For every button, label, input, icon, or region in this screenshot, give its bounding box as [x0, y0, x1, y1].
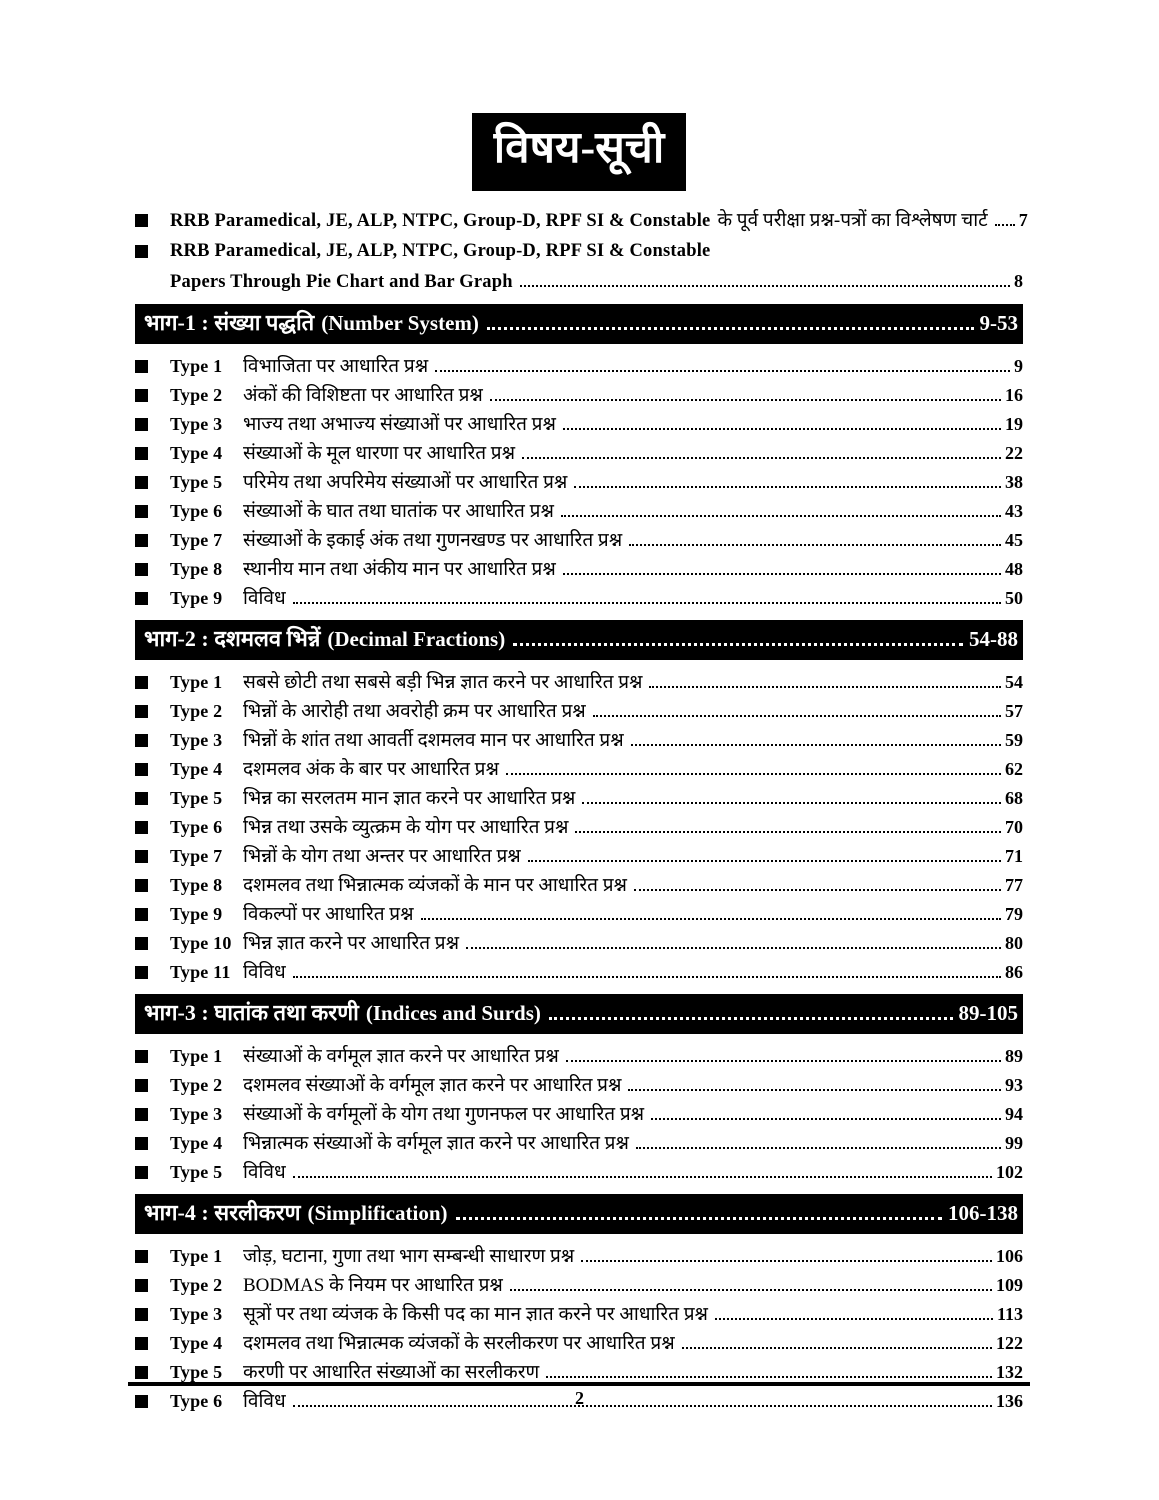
toc-entry	[135, 381, 1023, 410]
type-label: Type 11	[170, 962, 231, 983]
intro-entries	[135, 205, 1028, 297]
dot-leader	[293, 1174, 992, 1178]
entry-page-number: 62	[1005, 759, 1023, 780]
toc-entry	[135, 439, 1023, 468]
type-label: Type 7	[170, 530, 223, 551]
footer-page-number: 2	[575, 1388, 584, 1408]
dot-leader	[634, 887, 1001, 891]
entry-title: विकल्पों पर आधारित प्रश्न	[243, 904, 414, 926]
type-label: Type 2	[170, 1075, 223, 1096]
toc-entry	[135, 958, 1023, 987]
bullet-square-icon	[135, 1166, 148, 1179]
bullet-square-icon	[135, 245, 148, 258]
entry-title: दशमलव तथा भिन्नात्मक व्यंजकों के मान पर आधारित प्रश्न	[243, 875, 627, 897]
entry-title: भिन्न ज्ञात करने पर आधारित प्रश्न	[243, 933, 460, 955]
dot-leader	[490, 397, 1001, 401]
type-label: Type 4	[170, 1333, 223, 1354]
bullet-square-icon	[135, 360, 148, 373]
entry-title: संख्याओं के इकाई अंक तथा गुणनखण्ड पर आधारित प्रश्न	[243, 530, 623, 552]
toc-entry	[135, 755, 1023, 784]
type-label: Type 3	[170, 1304, 223, 1325]
type-label: Type 6	[170, 817, 223, 838]
entry-title: अंकों की विशिष्टता पर आधारित प्रश्न	[243, 385, 483, 407]
toc-entry	[135, 1242, 1023, 1271]
entry-page-number: 70	[1005, 817, 1023, 838]
toc-entry	[135, 784, 1023, 813]
entry-title: संख्याओं के वर्गमूल ज्ञात करने पर आधारित प्रश्न	[243, 1046, 559, 1068]
type-label: Type 4	[170, 443, 223, 464]
entry-title: भाज्य तथा अभाज्य संख्याओं पर आधारित प्रश्न	[243, 414, 556, 436]
dot-leader	[582, 800, 1001, 804]
entry-title: विविध	[243, 588, 286, 610]
entry-page-number: 68	[1005, 788, 1023, 809]
entry-page-number: 77	[1005, 875, 1023, 896]
type-label: Type 5	[170, 1362, 223, 1383]
entry-page-number: 94	[1005, 1104, 1023, 1125]
dot-leader	[466, 945, 1001, 949]
toc-section	[135, 304, 1023, 613]
type-label: Type 1	[170, 1246, 223, 1267]
dot-leader	[561, 513, 1001, 517]
dot-leader	[293, 600, 1001, 604]
bullet-square-icon	[135, 966, 148, 979]
entry-page-number: 71	[1005, 846, 1023, 867]
entry-title-hindi: के पूर्व परीक्षा प्रश्न-पत्रों का विश्लेषण चार्ट	[717, 210, 988, 232]
section-page-range: 9-53	[979, 311, 1018, 336]
section-title-english: (Decimal Fractions)	[327, 627, 506, 652]
dot-leader	[487, 325, 974, 330]
section-page-range: 89-105	[958, 1001, 1018, 1026]
toc-entry	[135, 410, 1023, 439]
type-label: Type 3	[170, 414, 223, 435]
bullet-square-icon	[135, 1308, 148, 1321]
type-label: Type 8	[170, 559, 223, 580]
entry-title: दशमलव अंक के बार पर आधारित प्रश्न	[243, 759, 499, 781]
bullet-square-icon	[135, 389, 148, 402]
section-title-english: (Simplification)	[307, 1201, 448, 1226]
bullet-square-icon	[135, 1108, 148, 1121]
bullet-square-icon	[135, 1079, 148, 1092]
bullet-square-icon	[135, 879, 148, 892]
bullet-square-icon	[135, 705, 148, 718]
entry-page-number: 16	[1005, 385, 1023, 406]
entry-page-number: 80	[1005, 933, 1023, 954]
bullet-square-icon	[135, 1137, 148, 1150]
type-label: Type 1	[170, 356, 223, 377]
entry-title: स्थानीय मान तथा अंकीय मान पर आधारित प्रश्न	[243, 559, 556, 581]
dot-leader	[995, 222, 1015, 226]
type-label: Type 6	[170, 501, 223, 522]
type-label: Type 4	[170, 759, 223, 780]
entry-title: दशमलव संख्याओं के वर्गमूल ज्ञात करने पर आधारित प्रश्न	[243, 1075, 622, 1097]
entry-page-number: 99	[1005, 1133, 1023, 1154]
section-title-hindi: भाग-1 : संख्या पद्धति	[144, 310, 315, 336]
type-label: Type 3	[170, 1104, 223, 1125]
toc-entry	[135, 1300, 1023, 1329]
toc-entry	[135, 929, 1023, 958]
section-title-english: (Number System)	[321, 311, 479, 336]
toc-entry	[135, 1071, 1023, 1100]
bullet-square-icon	[135, 476, 148, 489]
toc-entry	[135, 352, 1023, 381]
toc-entry	[135, 900, 1023, 929]
toc-entry	[135, 668, 1023, 697]
bullet-square-icon	[135, 447, 148, 460]
toc-entry	[135, 1129, 1023, 1158]
dot-leader	[563, 426, 1001, 430]
section-title-english: (Indices and Surds)	[365, 1001, 541, 1026]
type-label: Type 2	[170, 701, 223, 722]
entry-page-number: 93	[1005, 1075, 1023, 1096]
dot-leader	[636, 1145, 1001, 1149]
bullet-square-icon	[135, 505, 148, 518]
type-label: Type 7	[170, 846, 223, 867]
bullet-square-icon	[135, 1050, 148, 1063]
dot-leader	[421, 916, 1001, 920]
entry-page-number: 9	[1014, 356, 1023, 377]
entry-title-latin: Papers Through Pie Chart and Bar Graph	[170, 272, 513, 293]
bullet-square-icon	[135, 1337, 148, 1350]
entry-title: भिन्न तथा उसके व्युत्क्रम के योग पर आधारित प्रश्न	[243, 817, 569, 839]
entry-page-number: 59	[1005, 730, 1023, 751]
entry-title: संख्याओं के मूल धारणा पर आधारित प्रश्न	[243, 443, 516, 465]
dot-leader	[549, 1015, 953, 1020]
dot-leader	[513, 641, 963, 646]
dot-leader	[546, 1374, 992, 1378]
bullet-square-icon	[135, 792, 148, 805]
toc-entry-pie-chart-line2	[135, 266, 1023, 297]
entry-title: सबसे छोटी तथा सबसे बड़ी भिन्न ज्ञात करने पर आधारित प्रश्न	[243, 672, 643, 694]
toc-entry	[135, 584, 1023, 613]
footer-rule	[128, 1382, 1030, 1386]
dot-leader	[575, 829, 1001, 833]
entry-title: भिन्नों के शांत तथा आवर्ती दशमलव मान पर आधारित प्रश्न	[243, 730, 624, 752]
dot-leader	[506, 771, 1001, 775]
toc-entry	[135, 726, 1023, 755]
section-title-hindi: भाग-2 : दशमलव भिन्नें	[144, 626, 321, 652]
bullet-square-icon	[135, 418, 148, 431]
entry-page-number: 22	[1005, 443, 1023, 464]
entry-title: विविध	[243, 1391, 286, 1413]
entry-page-number: 8	[1014, 271, 1023, 292]
toc-entry	[135, 1329, 1023, 1358]
entry-title-latin: RRB Paramedical, JE, ALP, NTPC, Group-D, RPF SI & Constable	[170, 211, 711, 232]
entry-title: संख्याओं के वर्गमूलों के योग तथा गुणनफल पर आधारित प्रश्न	[243, 1104, 645, 1126]
toc-entry-pie-chart-line1	[135, 236, 1023, 266]
toc-entry	[135, 842, 1023, 871]
type-label: Type 5	[170, 472, 223, 493]
dot-leader	[682, 1345, 992, 1349]
toc-entry	[135, 1158, 1023, 1187]
toc-entry	[135, 813, 1023, 842]
entry-page-number: 57	[1005, 701, 1023, 722]
entry-title: संख्याओं के घात तथा घातांक पर आधारित प्रश्न	[243, 501, 554, 523]
entry-title: भिन्नों के आरोही तथा अवरोही क्रम पर आधारित प्रश्न	[243, 701, 586, 723]
entry-page-number: 45	[1005, 530, 1023, 551]
entry-page-number: 54	[1005, 672, 1023, 693]
section-header-bar	[135, 994, 1023, 1034]
entry-title: भिन्न का सरलतम मान ज्ञात करने पर आधारित प्रश्न	[243, 788, 576, 810]
entry-page-number: 7	[1018, 210, 1028, 231]
entry-page-number: 113	[996, 1304, 1023, 1325]
entry-title: विविध	[243, 1162, 286, 1184]
bullet-square-icon	[135, 908, 148, 921]
section-entries	[135, 668, 1023, 987]
section-entries	[135, 352, 1023, 613]
bullet-square-icon	[135, 937, 148, 950]
entry-page-number: 38	[1005, 472, 1023, 493]
type-label: Type 1	[170, 1046, 223, 1067]
entry-title: करणी पर आधारित संख्याओं का सरलीकरण	[243, 1362, 540, 1384]
entry-title-latin: RRB Paramedical, JE, ALP, NTPC, Group-D, RPF SI & Constable	[170, 241, 711, 262]
entry-title: सूत्रों पर तथा व्यंजक के किसी पद का मान ज्ञात करने पर आधारित प्रश्न	[243, 1304, 708, 1326]
dot-leader	[510, 1287, 992, 1291]
toc-entry	[135, 1100, 1023, 1129]
bullet-square-icon	[135, 850, 148, 863]
toc-entry	[135, 468, 1023, 497]
bullet-square-icon	[135, 1250, 148, 1263]
entry-page-number: 86	[1005, 962, 1023, 983]
entry-page-number: 19	[1005, 414, 1023, 435]
bullet-square-icon	[135, 214, 148, 227]
entry-title: परिमेय तथा अपरिमेय संख्याओं पर आधारित प्रश्न	[243, 472, 568, 494]
dot-leader	[566, 1058, 1001, 1062]
entry-title: जोड़, घटाना, गुणा तथा भाग सम्बन्धी साधारण प्रश्न	[243, 1246, 575, 1268]
bullet-square-icon	[135, 734, 148, 747]
section-header-bar	[135, 304, 1023, 344]
entry-page-number: 102	[996, 1162, 1023, 1183]
entry-page-number: 48	[1005, 559, 1023, 580]
entry-page-number: 50	[1005, 588, 1023, 609]
dot-leader	[563, 571, 1001, 575]
dot-leader	[574, 484, 1001, 488]
entry-title: भिन्नात्मक संख्याओं के वर्गमूल ज्ञात करने पर आधारित प्रश्न	[243, 1133, 629, 1155]
type-label: Type 5	[170, 1162, 223, 1183]
type-label: Type 8	[170, 875, 223, 896]
section-header-bar	[135, 620, 1023, 660]
bullet-square-icon	[135, 763, 148, 776]
entry-title: विभाजिता पर आधारित प्रश्न	[243, 356, 429, 378]
type-label: Type 3	[170, 730, 223, 751]
toc-sections	[135, 304, 1023, 1416]
toc-entry	[135, 871, 1023, 900]
bullet-square-icon	[135, 1279, 148, 1292]
type-label: Type 1	[170, 672, 223, 693]
type-label: Type 2	[170, 1275, 223, 1296]
section-page-range: 106-138	[948, 1201, 1018, 1226]
entry-page-number: 109	[996, 1275, 1023, 1296]
entry-title: भिन्नों के योग तथा अन्तर पर आधारित प्रश्न	[243, 846, 521, 868]
dot-leader	[528, 858, 1001, 862]
dot-leader	[456, 1215, 943, 1220]
type-label: Type 9	[170, 588, 223, 609]
page-title: विषय-सूची	[472, 113, 686, 191]
entry-page-number: 89	[1005, 1046, 1023, 1067]
dot-leader	[651, 1116, 1001, 1120]
toc-entry	[135, 1042, 1023, 1071]
entry-page-number: 136	[996, 1391, 1023, 1412]
bullet-square-icon	[135, 821, 148, 834]
toc-entry	[135, 497, 1023, 526]
entry-title: विविध	[243, 962, 286, 984]
section-title-hindi: भाग-4 : सरलीकरण	[144, 1200, 301, 1226]
entry-page-number: 79	[1005, 904, 1023, 925]
toc-section	[135, 994, 1023, 1187]
toc-entry	[135, 526, 1023, 555]
section-entries	[135, 1042, 1023, 1187]
dot-leader	[593, 713, 1001, 717]
entry-page-number: 106	[996, 1246, 1023, 1267]
toc-entry	[135, 697, 1023, 726]
entry-page-number: 122	[996, 1333, 1023, 1354]
entry-title: BODMAS के नियम पर आधारित प्रश्न	[243, 1275, 503, 1297]
dot-leader	[715, 1316, 993, 1320]
bullet-square-icon	[135, 676, 148, 689]
type-label: Type 5	[170, 788, 223, 809]
dot-leader	[522, 455, 1001, 459]
toc-entry	[135, 1271, 1023, 1300]
section-page-range: 54-88	[969, 627, 1018, 652]
entry-page-number: 43	[1005, 501, 1023, 522]
dot-leader	[649, 684, 1001, 688]
section-title-hindi: भाग-3 : घातांक तथा करणी	[144, 1000, 359, 1026]
dot-leader	[293, 974, 1001, 978]
dot-leader	[628, 1087, 1001, 1091]
entry-page-number: 132	[996, 1362, 1023, 1383]
bullet-square-icon	[135, 1366, 148, 1379]
type-label: Type 9	[170, 904, 223, 925]
bullet-square-icon	[135, 534, 148, 547]
toc-entry-analysis-chart	[135, 205, 1028, 236]
toc-entry	[135, 555, 1023, 584]
entry-title: दशमलव तथा भिन्नात्मक व्यंजकों के सरलीकरण पर आधारित प्रश्न	[243, 1333, 675, 1355]
dot-leader	[520, 283, 1010, 287]
dot-leader	[581, 1258, 992, 1262]
dot-leader	[435, 368, 1010, 372]
dot-leader	[631, 742, 1001, 746]
dot-leader	[629, 542, 1001, 546]
toc-section	[135, 620, 1023, 987]
bullet-square-icon	[135, 592, 148, 605]
type-label: Type 4	[170, 1133, 223, 1154]
type-label: Type 6	[170, 1391, 223, 1412]
section-header-bar	[135, 1194, 1023, 1234]
bullet-square-icon	[135, 563, 148, 576]
type-label: Type 2	[170, 385, 223, 406]
type-label: Type 10	[170, 933, 232, 954]
